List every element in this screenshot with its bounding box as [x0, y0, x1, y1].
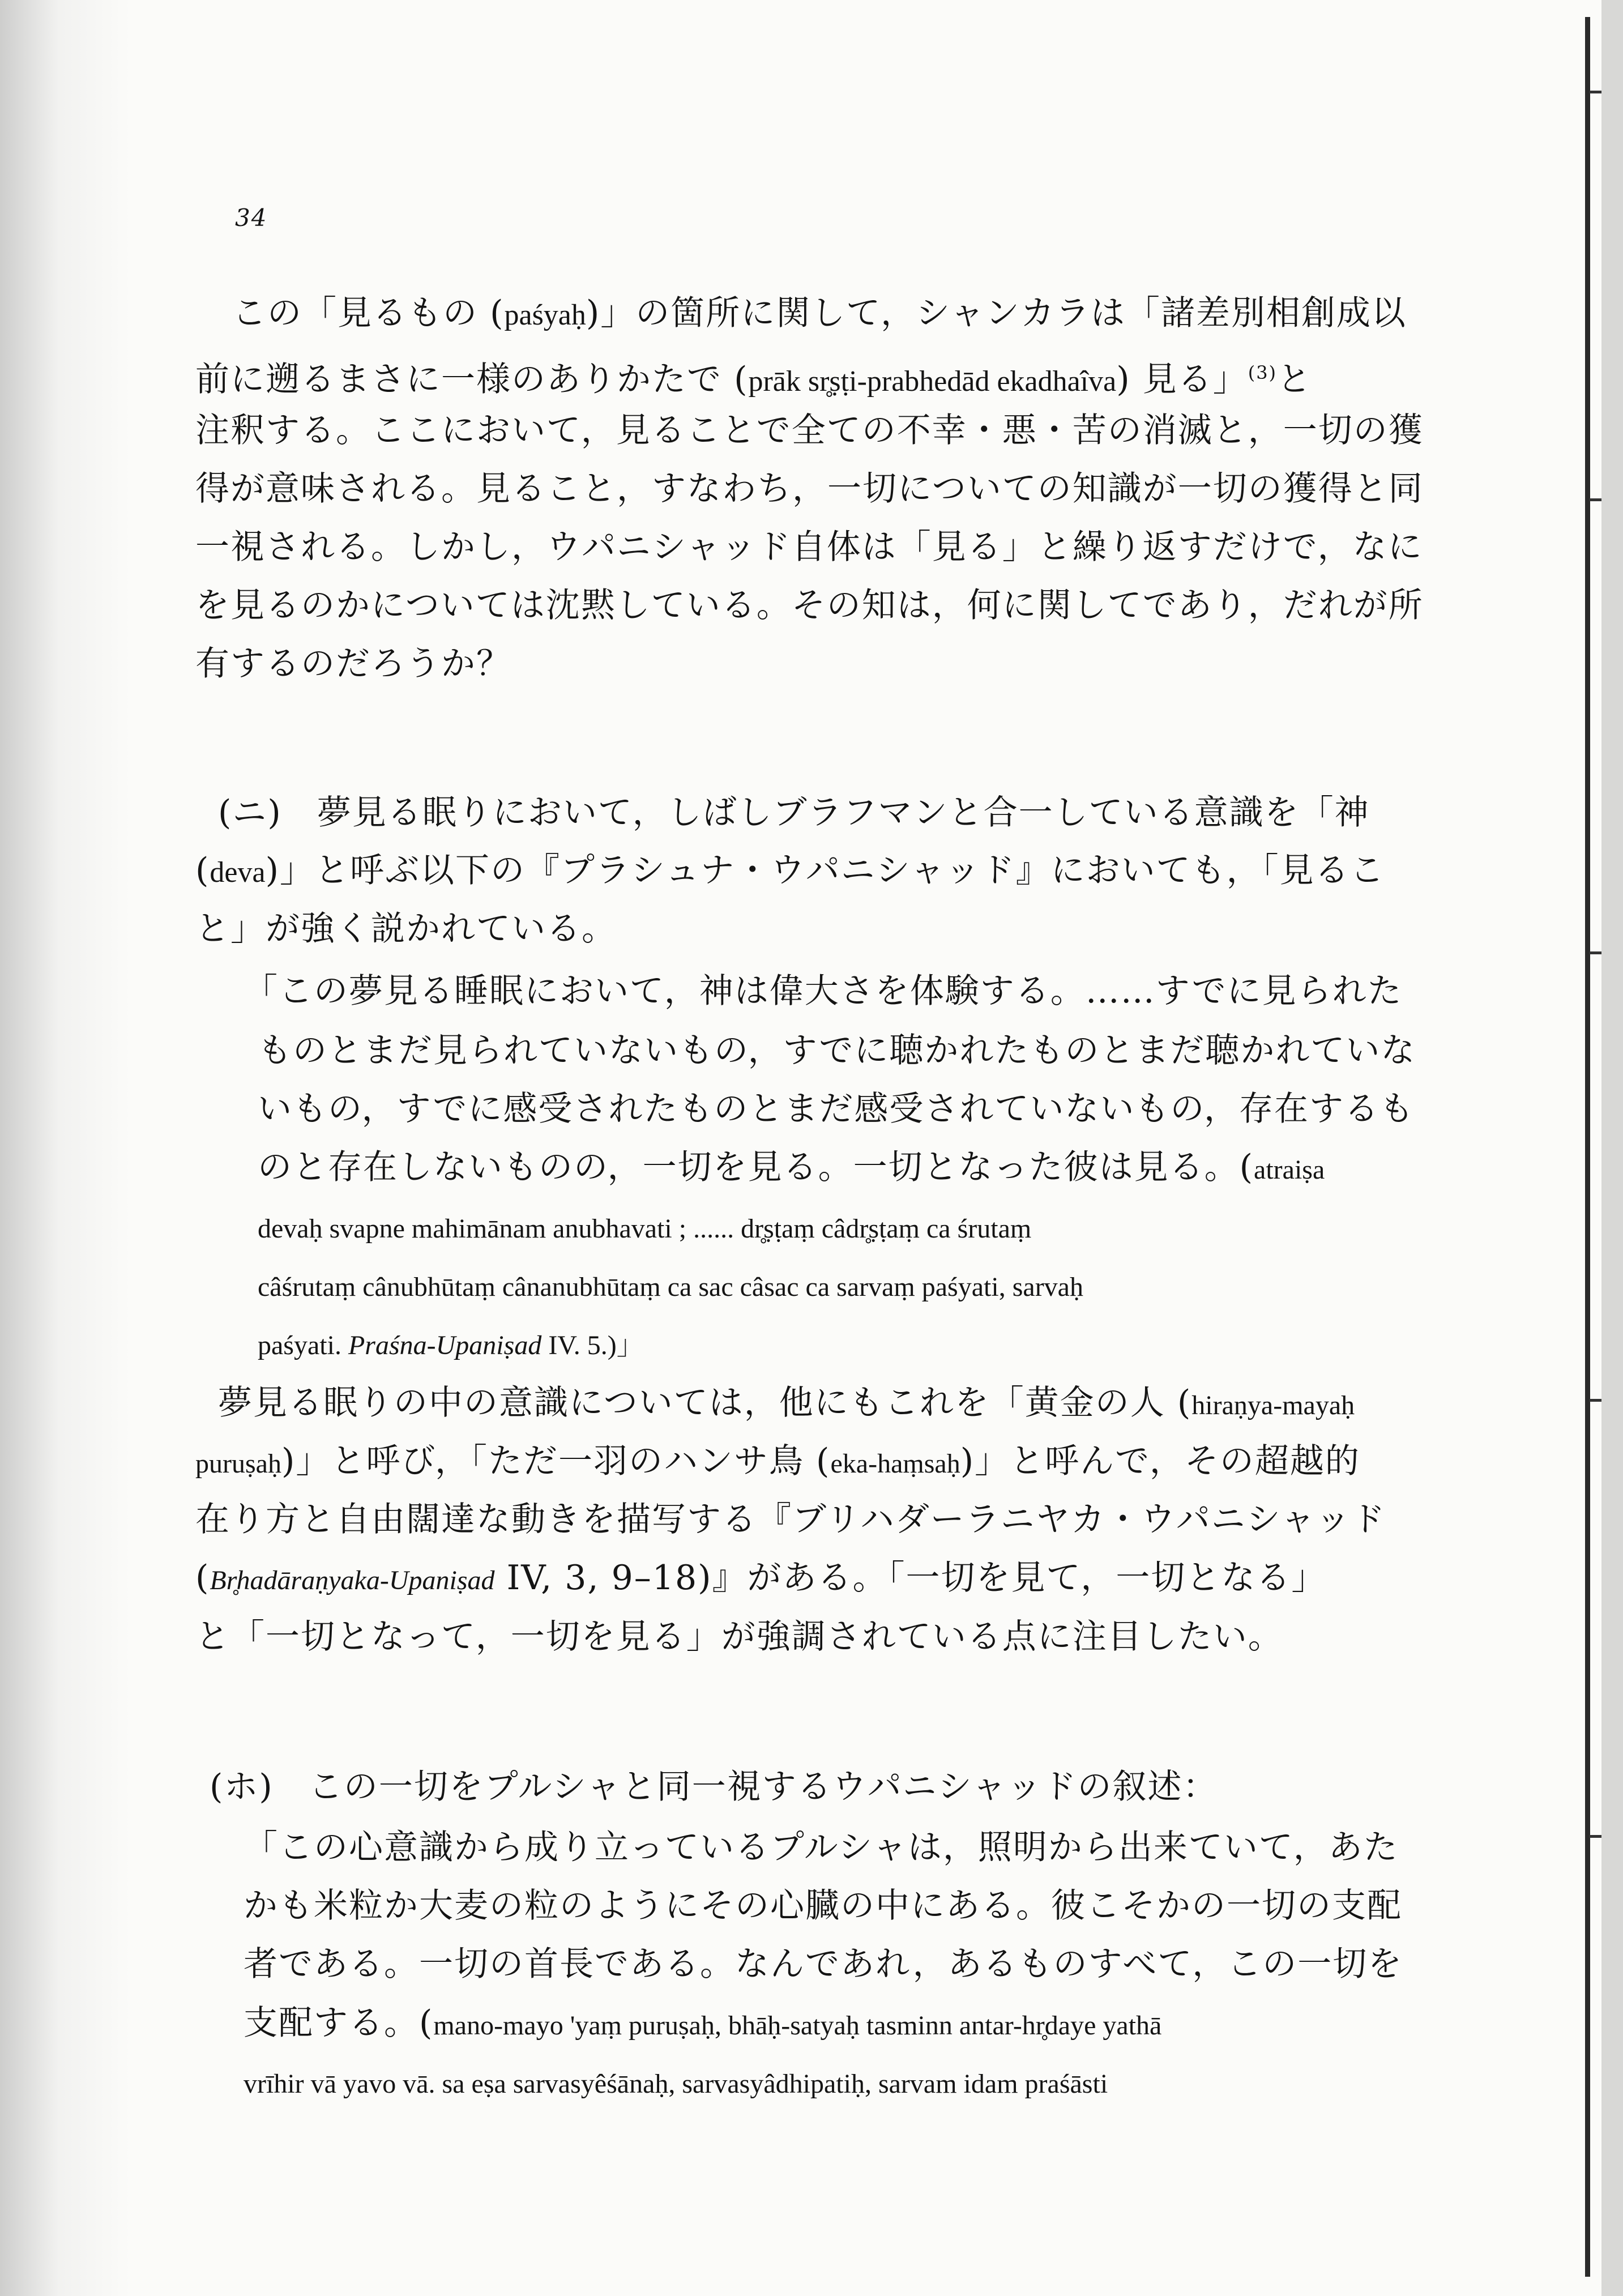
binding-tick — [1589, 498, 1601, 501]
scan-shadow-left — [0, 0, 130, 2296]
quote-line: 「この夢見る睡眠において，神は偉大さを体験する。……すでに見られた — [244, 971, 1403, 1011]
text-line: (Br̥hadāraṇyaka-Upaniṣad IV, 3, 9–18)』がある。「一切を見て，一切となる」 — [195, 1558, 1327, 1598]
scan-edge-right — [1601, 0, 1623, 2296]
text-line: この「見るもの (paśyaḥ)」の箇所に関して，シャンカラは「諸差別相創成以 — [232, 293, 1407, 333]
page-number: 34 — [235, 204, 268, 232]
text-line: と」が強く説かれている。 — [195, 909, 617, 949]
quote-line: ものとまだ見られていないもの，すでに聴かれたものとまだ聴かれていな — [258, 1031, 1416, 1070]
quote-line: 支配する。(mano-mayo 'yaṃ puruṣaḥ, bhāḥ-satyaḥ tasminn antar-hr̥daye yathā — [244, 2003, 1162, 2043]
quote-line: paśyati. Praśna-Upaniṣad IV. 5.)」 — [258, 1330, 644, 1360]
text-line: 夢見る眠りの中の意識については，他にもこれを「黄金の人 (hiraṇya-mayaḥ — [218, 1383, 1355, 1423]
quote-line: のと存在しないものの，一切を見る。一切となった彼は見る。(atraiṣa — [258, 1147, 1325, 1187]
text-line: (deva)」と呼ぶ以下の『プラシュナ・ウパニシャッド』においても，「見るこ — [195, 851, 1385, 890]
text-line: 前に遡るまさに一様のありかたで (prāk sr̥ṣṭi-prabhedād ekadhaîva) 見る」$^{(3)}$と — [195, 360, 1313, 399]
quote-line: vrīhir vā yavo vā. sa eṣa sarvasyêśānaḥ, sarvasyâdhipatiḥ, sarvam idam praśāsti — [244, 2069, 1108, 2099]
text-line: と「一切となって，一切を見る」が強調されている点に注目したい。 — [195, 1617, 1283, 1657]
text-line: puruṣaḥ)」と呼び，「ただ一羽のハンサ鳥 (eka-haṃsaḥ)」と呼んで，その超越的 — [195, 1441, 1360, 1481]
text-line: 在り方と自由闊達な動きを描写する『ブリハダーラニヤカ・ウパニシャッド — [195, 1500, 1386, 1539]
text-line: 有するのだろうか？ — [195, 644, 511, 684]
quote-line: câśrutaṃ cânubhūtaṃ cânanubhūtaṃ ca sac câsac ca sarvaṃ paśyati, sarvaḥ — [258, 1272, 1083, 1302]
text-line: を見るのかについては沈黙している。その知は，何に関してであり，だれが所 — [195, 586, 1424, 625]
binding-tick — [1589, 951, 1601, 954]
quote-line: devaḥ svapne mahimānam anubhavati ; ...... dr̥ṣṭaṃ câdr̥ṣṭaṃ ca śrutaṃ — [258, 1214, 1032, 1244]
text-line: 一視される。しかし，ウパニシャッド自体は「見る」と繰り返すだけで，なに — [195, 527, 1423, 567]
binding-tick — [1589, 1399, 1601, 1402]
binding-tick — [1589, 91, 1601, 93]
binding-tick — [1589, 1835, 1601, 1838]
quote-line: かも米粒か大麦の粒のようにその心臓の中にある。彼こそかの一切の支配 — [244, 1886, 1402, 1926]
quote-line: 者である。一切の首長である。なんであれ，あるものすべて，この一切を — [244, 1944, 1403, 1984]
binding-edge-line — [1585, 17, 1590, 2277]
quote-line: 「この心意識から成り立っているプルシャは，照明から出来ていて，あた — [244, 1828, 1399, 1867]
quote-line: いもの，すでに感受されたものとまだ感受されていないもの，存在するも — [258, 1089, 1415, 1129]
section-heading-ho: (ホ) この一切をプルシャと同一視するウパニシャッドの叙述： — [210, 1767, 1218, 1807]
text-line: 注釈する。ここにおいて，見ることで全ての不幸・悪・苦の消滅と，一切の獲 — [195, 411, 1424, 450]
text-line: 得が意味される。見ること，すなわち，一切についての知識が一切の獲得と同 — [195, 469, 1424, 509]
footnote-ref: (3) — [1248, 362, 1278, 383]
section-heading-ni: (ニ) 夢見る眠りにおいて，しばしブラフマンと合一している意識を「神 — [218, 793, 1370, 833]
